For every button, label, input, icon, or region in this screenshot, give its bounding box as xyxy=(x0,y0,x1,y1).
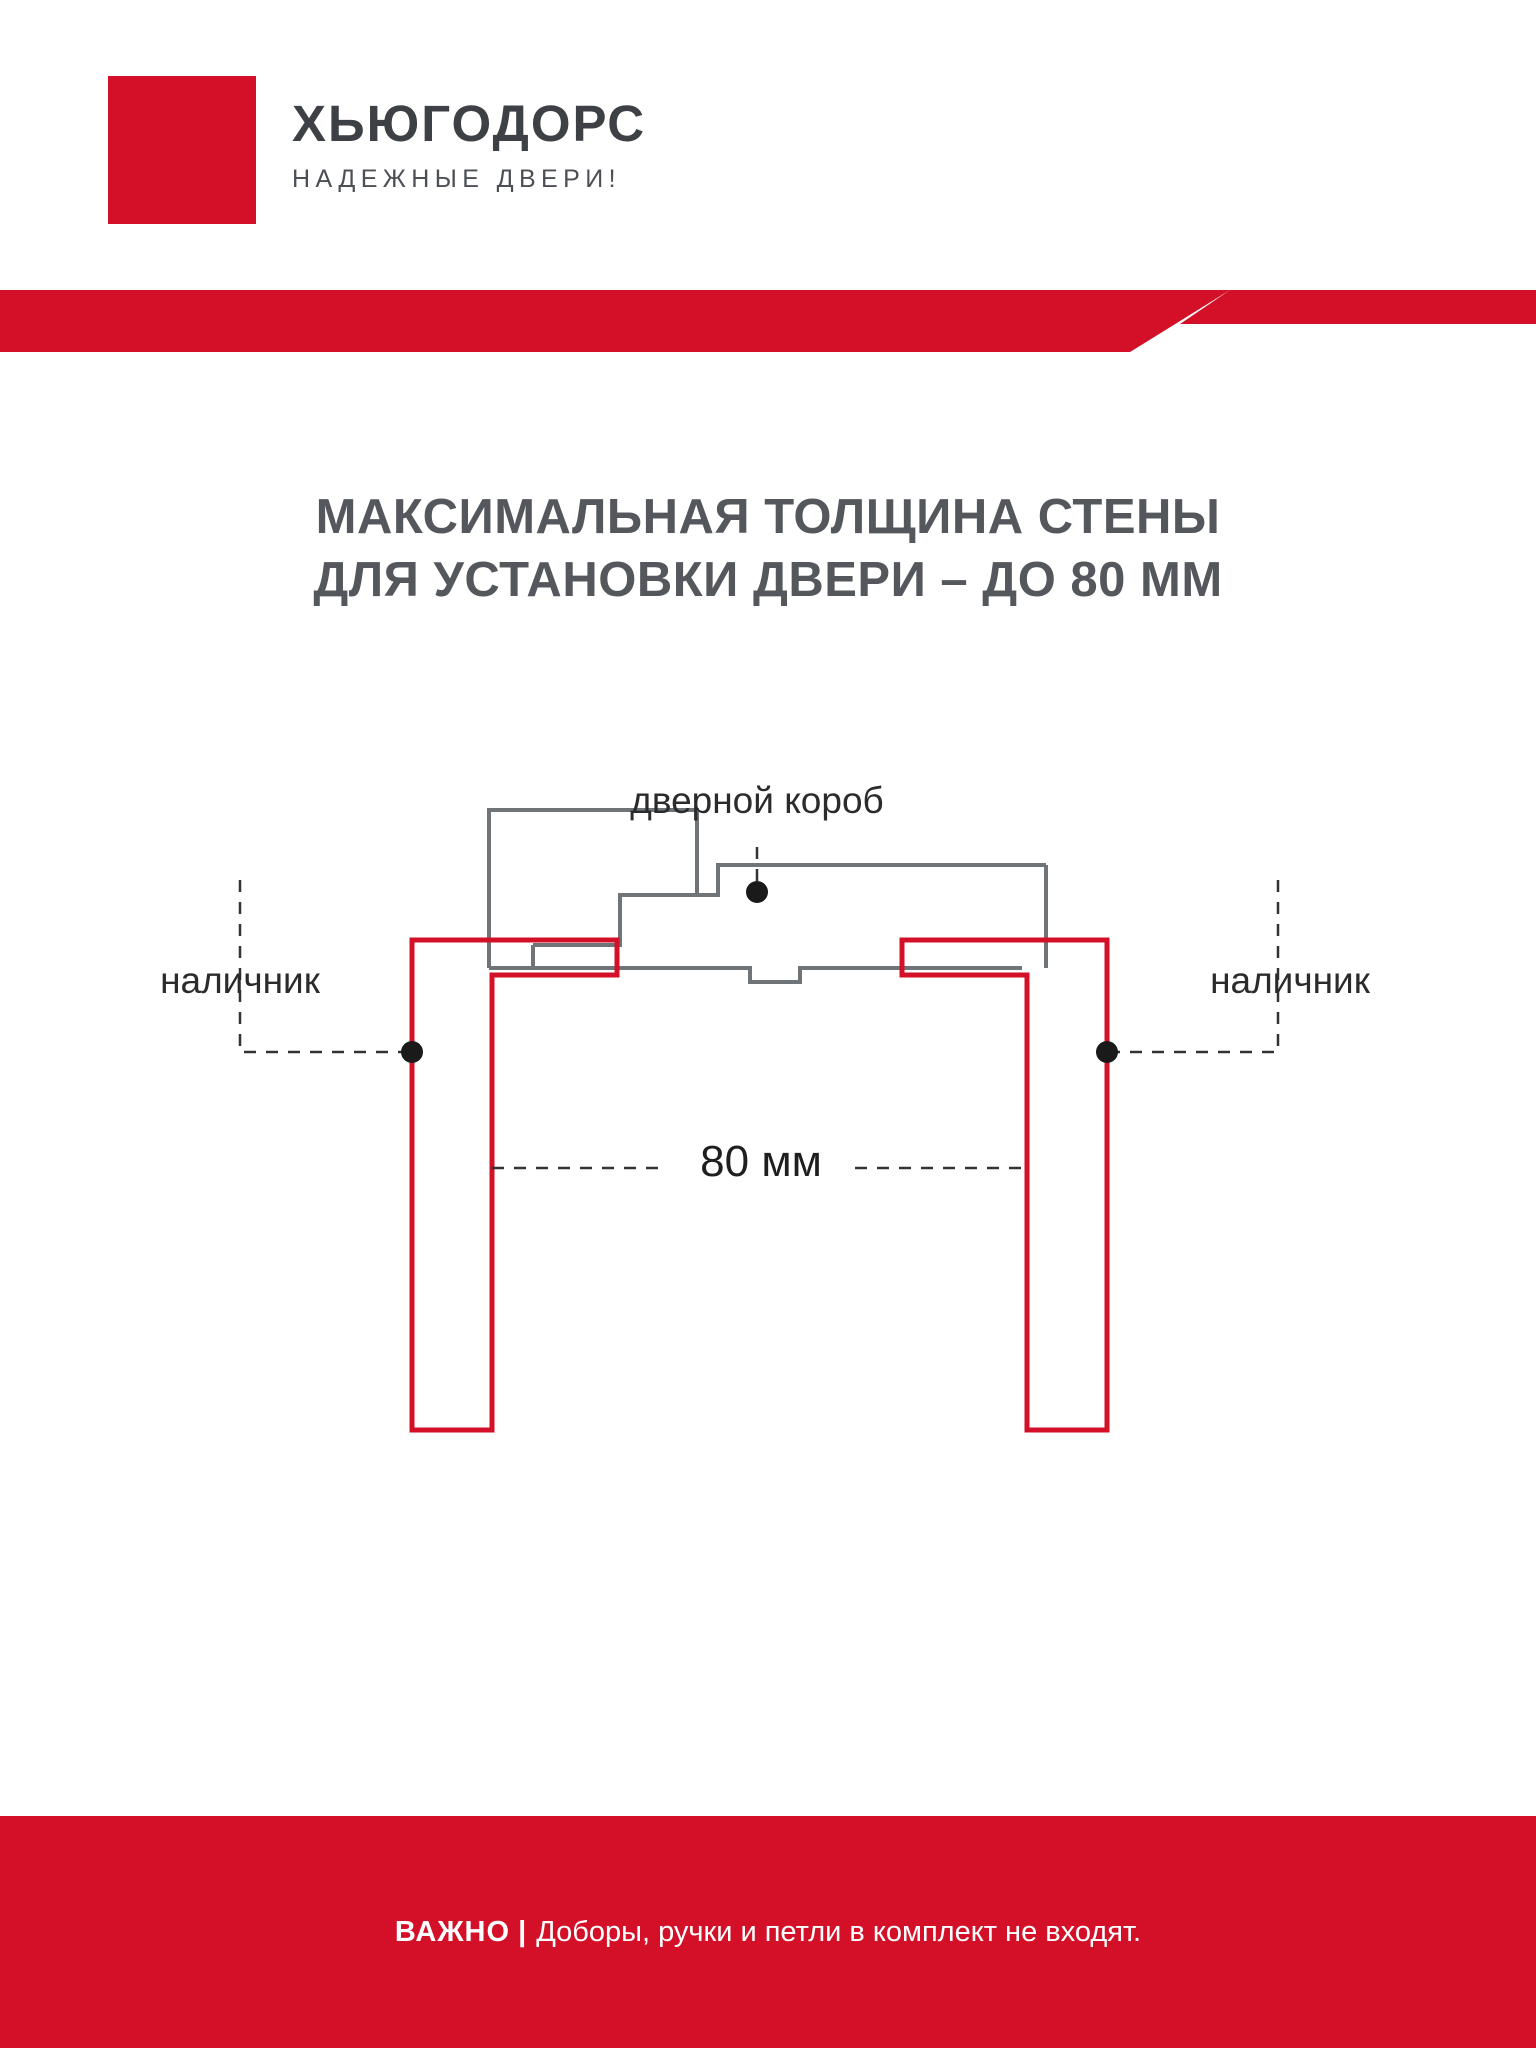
label-casing-right: наличник xyxy=(1210,960,1370,1001)
page-header xyxy=(0,0,1536,300)
leader-dot-top xyxy=(746,881,768,903)
brand-logo xyxy=(108,76,646,224)
page-title-line2: ДЛЯ УСТАНОВКИ ДВЕРИ – ДО 80 ММ xyxy=(313,552,1223,607)
leader-dot-right xyxy=(1096,1041,1118,1063)
label-door-frame: дверной короб xyxy=(630,780,884,821)
logo-text-block xyxy=(292,76,646,192)
header-accent-band xyxy=(0,290,1536,370)
page-title-line1: МАКСИМАЛЬНАЯ ТОЛЩИНА СТЕНЫ xyxy=(315,490,1221,544)
footer-note xyxy=(395,1916,1141,1949)
footer-separator: | xyxy=(518,1915,527,1948)
leader-dot-left xyxy=(401,1041,423,1063)
brand-name: ХЬЮГОДОРС xyxy=(292,95,647,152)
door-frame-diagram xyxy=(0,780,1536,1730)
logo-mark-icon xyxy=(108,76,256,224)
page-title xyxy=(0,486,1536,611)
dimension-label-80mm: 80 мм xyxy=(700,1137,822,1186)
footer-note-text: Доборы, ручки и петли в комплект не входят. xyxy=(536,1915,1142,1948)
footer-important-label: ВАЖНО xyxy=(394,1915,511,1948)
footer-note-bar xyxy=(0,1816,1536,2048)
brand-tagline: НАДЕЖНЫЕ ДВЕРИ! xyxy=(292,165,621,193)
label-casing-left: наличник xyxy=(160,960,320,1001)
